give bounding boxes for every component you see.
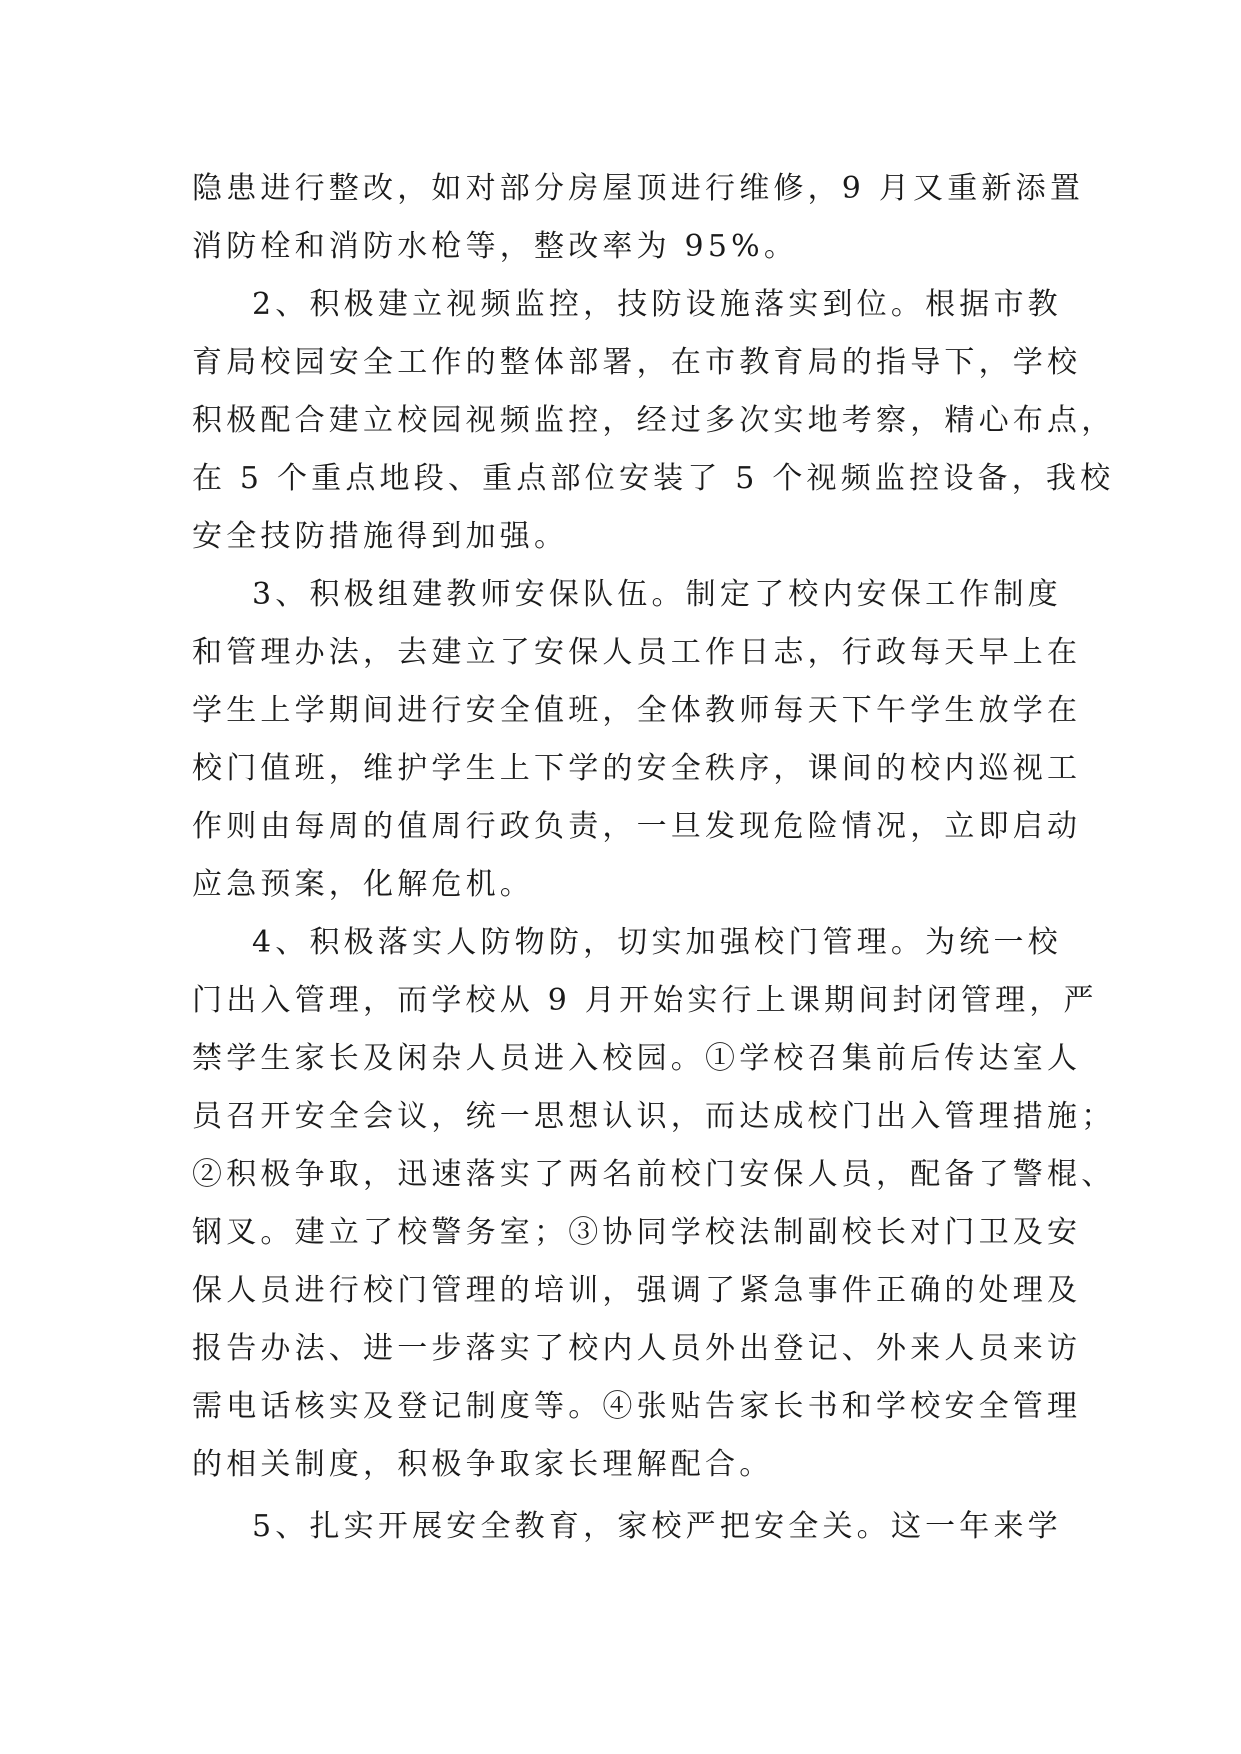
text-line: 保人员进行校门管理的培训，强调了紧急事件正确的处理及 [192,1273,1082,1308]
text-line: 学生上学期间进行安全值班，全体教师每天下午学生放学在 [192,693,1082,728]
body-text [192,160,1116,1556]
text-line: 需电话核实及登记制度等。④张贴告家长书和学校安全管理 [192,1389,1082,1424]
text-line: 校门值班，维护学生上下学的安全秩序，课间的校内巡视工 [192,751,1082,786]
text-line: 在 5 个重点地段、重点部位安装了 5 个视频监控设备，我校 [192,461,1115,496]
text-line: 钢叉。建立了校警务室；③协同学校法制副校长对门卫及安 [192,1215,1082,1250]
text-line: 的相关制度，积极争取家长理解配合。 [192,1447,774,1482]
text-line: ②积极争取，迅速落实了两名前校门安保人员，配备了警棍、 [192,1157,1116,1192]
text-line: 报告办法、进一步落实了校内人员外出登记、外来人员来访 [192,1331,1082,1366]
paragraph-start-line: 5、扎实开展安全教育，家校严把安全关。这一年来学 [252,1509,1062,1544]
paragraph-start-line: 2、积极建立视频监控，技防设施落实到位。根据市教 [252,287,1062,322]
text-line: 员召开安全会议，统一思想认识，而达成校门出入管理措施； [192,1099,1116,1134]
text-line: 隐患进行整改，如对部分房屋顶进行维修，9 月又重新添置 [192,171,1085,206]
text-line: 消防栓和消防水枪等，整改率为 95%。 [192,229,799,264]
text-line: 作则由每周的值周行政负责，一旦发现危险情况，立即启动 [192,809,1082,844]
text-line: 和管理办法，去建立了安保人员工作日志，行政每天早上在 [192,635,1082,670]
paragraph-start-line: 3、积极组建教师安保队伍。制定了校内安保工作制度 [252,577,1062,612]
text-line: 禁学生家长及闲杂人员进入校园。①学校召集前后传达室人 [192,1041,1082,1076]
text-line: 积极配合建立校园视频监控，经过多次实地考察，精心布点， [192,403,1116,438]
text-line: 门出入管理，而学校从 9 月开始实行上课期间封闭管理，严 [192,983,1098,1018]
text-line: 安全技防措施得到加强。 [192,519,569,554]
text-line: 育局校园安全工作的整体部署，在市教育局的指导下，学校 [192,345,1082,380]
paragraph-start-line: 4、积极落实人防物防，切实加强校门管理。为统一校 [252,925,1062,960]
text-line: 应急预案，化解危机。 [192,867,534,902]
